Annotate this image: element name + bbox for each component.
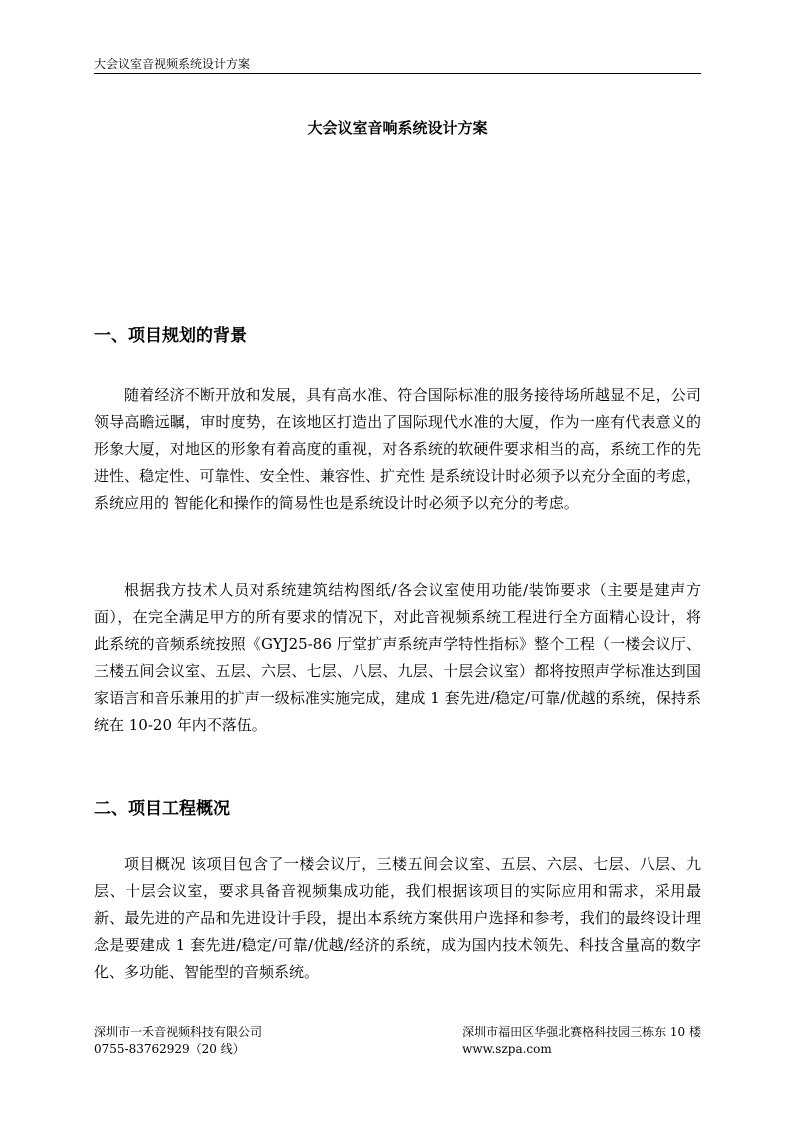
section-heading-background: 一、项目规划的背景 — [94, 326, 247, 346]
footer-address: 深圳市福田区华强北赛格科技园三栋东 10 楼 — [462, 1025, 701, 1039]
paragraph-background-2: 根据我方技术人员对系统建筑结构图纸/各会议室使用功能/装饰要求（主要是建声方面），在完全满足甲方的所有要求的情况下，对此音视频系统工程进行全方面精心设计，将此系统的音频系统按照《GYJ25-86 厅堂扩声系统声学特性指标》整个工程（一楼会议厅、三楼五间会议室、五层、六层、七层、八层、九层、十层会议室）都将按照声学标准达到国家语言和音乐兼用的扩声一级标准实施完成，建成 1 套先进/稳定/可靠/优越的系统，保持系统在 10-20 年内不落伍。 — [94, 581, 701, 734]
footer-website: www.szpa.com — [462, 1042, 552, 1056]
footer-company-block — [94, 1024, 262, 1058]
footer-company: 深圳市一禾音视频科技有限公司 — [94, 1025, 263, 1039]
paragraph-background-1: 随着经济不断开放和发展，具有高水准、符合国际标准的服务接待场所越显不足，公司领导高瞻远瞩，审时度势，在该地区打造出了国际现代水准的大厦，作为一座有代表意义的形象大厦，对地区的形象有着高度的重视，对各系统的软硬件要求相当的高，系统工作的先进性、稳定性、可靠性、安全性、兼容性、扩充性 是系统设计时必须予以充分全面的考虑，系统应用的 智能化和操作的简易性也是系统设计时必须予以充分的考虑。 — [94, 386, 701, 512]
page-footer — [94, 1024, 701, 1064]
document-title: 大会议室音响系统设计方案 — [307, 119, 488, 137]
footer-phone: 0755-83762929（20 线） — [94, 1042, 245, 1056]
header-title: 大会议室音视频系统设计方案 — [94, 57, 251, 71]
section-heading-overview: 二、项目工程概况 — [94, 799, 230, 819]
paragraph-overview-1: 项目概况 该项目包含了一楼会议厅，三楼五间会议室、五层、六层、七层、八层、九层、十层会议室，要求具备音视频集成功能，我们根据该项目的实际应用和需求，采用最新、最先进的产品和先进设计手段，提出本系统方案供用户选择和参考，我们的最终设计理念是要建成 1 套先进/稳定/可靠/优越/经济的系统，成为国内技术领先、科技含量高的数字化、多功能、智能型的音频系统。 — [94, 855, 701, 981]
footer-address-block — [462, 1024, 701, 1058]
page-header — [94, 55, 701, 74]
